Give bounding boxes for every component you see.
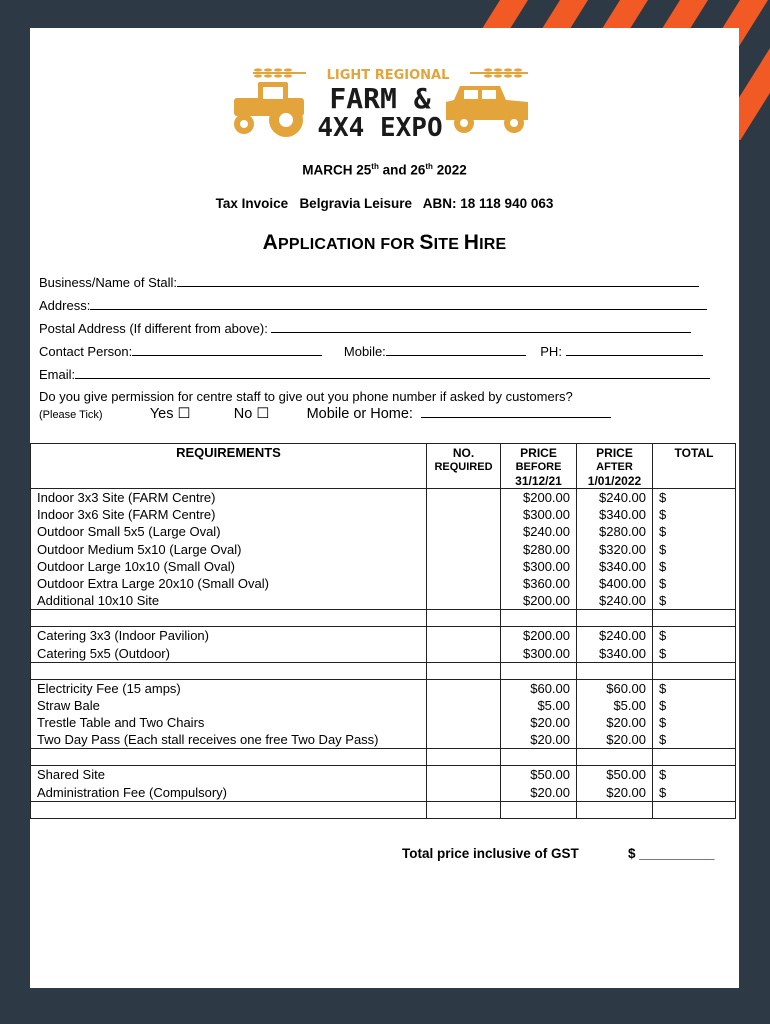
total-price-label: Total price inclusive of GST	[402, 846, 579, 861]
logo-line-2: FARM &	[329, 82, 431, 115]
requirements-table	[30, 443, 736, 819]
spacer-row	[31, 749, 736, 766]
spacer-row	[31, 662, 736, 679]
contact-row	[39, 343, 703, 359]
table-row-group-3: Electricity Fee (15 amps) Straw Bale Trestle Table and Two Chairs Two Day Pass (Each stall receives one free Two Day Pass) $60.00 $5.00 $20.00 $20.00 $60.00 $5.00 $20.00 $20.00 $ $ $ $	[31, 679, 736, 749]
col-price-after: PRICE AFTER 1/01/2022	[577, 444, 653, 489]
total-input[interactable]: $ $	[653, 766, 736, 801]
expo-logo	[228, 60, 558, 140]
no-required-input[interactable]	[427, 766, 501, 801]
mobile-or-home-field[interactable]: Mobile or Home:	[307, 406, 611, 422]
total-input[interactable]: $ $ $ $ $ $ $	[653, 489, 736, 610]
item-name: Catering 5x5 (Outdoor)	[37, 645, 170, 661]
item-name: Straw Bale	[37, 697, 100, 713]
event-dates: MARCH 25th and 26th 2022	[302, 162, 467, 178]
table-header	[31, 444, 736, 489]
item-name: Catering 3x3 (Indoor Pavilion)	[37, 628, 209, 644]
table-row-group-1: Indoor 3x3 Site (FARM Centre) Indoor 3x6 Site (FARM Centre) Outdoor Small 5x5 (Large Oval) Outdoor Medium 5x10 (Large Oval) Outdoor Large 10x10 (Small Oval) Outdoor Extra Large 20x10 (Small Oval) Additional 10x10 Site $200.00 $300.00 $240.00 $280.00 $300.00 $360.00 $200.00 $240.00 $340.00 $280.00 $320.00 $340.00 $400.00 $240.00 $ $ $ $ $ $ $	[31, 489, 736, 610]
ph-field[interactable]: PH:	[540, 344, 702, 359]
email-field[interactable]: Email:	[39, 366, 710, 382]
col-requirements: REQUIREMENTS	[31, 444, 427, 489]
logo-line-1: LIGHT REGIONAL	[326, 68, 450, 83]
no-checkbox: ☐	[256, 406, 270, 422]
col-no-required: NO. REQUIRED	[427, 444, 501, 489]
item-name: Outdoor Small 5x5 (Large Oval)	[37, 524, 221, 540]
business-name-field[interactable]: Business/Name of Stall:	[39, 274, 699, 290]
postal-address-field[interactable]: Postal Address (If different from above):	[39, 320, 691, 336]
no-required-input[interactable]	[427, 489, 501, 610]
item-name: Indoor 3x6 Site (FARM Centre)	[37, 507, 216, 523]
item-name: Administration Fee (Compulsory)	[37, 784, 228, 800]
spacer-row	[31, 610, 736, 627]
total-price-field[interactable]: $ __________	[628, 846, 715, 861]
item-name: Electricity Fee (15 amps)	[37, 680, 181, 696]
table-row-group-2: Catering 3x3 (Indoor Pavilion) Catering 5x5 (Outdoor) $200.00 $300.00 $240.00 $340.00 $ $	[31, 627, 736, 662]
no-required-input[interactable]	[427, 679, 501, 749]
yes-option[interactable]: Yes ☐	[149, 406, 191, 422]
table-row-group-4: Shared Site Administration Fee (Compulsory) $50.00 $20.00 $50.00 $20.00 $ $	[31, 766, 736, 801]
contact-person-field[interactable]: Contact Person:	[39, 344, 322, 359]
item-name: Outdoor Medium 5x10 (Large Oval)	[37, 541, 242, 557]
item-name: Trestle Table and Two Chairs	[37, 715, 205, 731]
yes-checkbox: ☐	[177, 406, 191, 422]
item-name: Outdoor Large 10x10 (Small Oval)	[37, 558, 235, 574]
no-required-input[interactable]	[427, 627, 501, 662]
form-page	[30, 28, 739, 988]
item-name: Additional 10x10 Site	[37, 593, 160, 609]
page-title: APPLICATION FOR SITE HIRE	[262, 231, 507, 254]
address-field[interactable]: Address:	[39, 297, 707, 313]
no-option[interactable]: No ☐	[233, 406, 270, 422]
col-price-before: PRICE BEFORE 31/12/21	[501, 444, 577, 489]
item-name: Shared Site	[37, 767, 105, 783]
spacer-row	[31, 801, 736, 818]
permission-question: Do you give permission for centre staff to give out you phone number if asked by customers?	[39, 389, 573, 404]
col-total: TOTAL	[653, 444, 736, 489]
item-name: Indoor 3x3 Site (FARM Centre)	[37, 490, 216, 505]
tax-invoice-line: Tax Invoice Belgravia Leisure ABN: 18 118 940 063	[215, 196, 554, 211]
total-input[interactable]: $ $	[653, 627, 736, 662]
logo-line-3: 4X4 EXPO	[317, 113, 443, 140]
mobile-field[interactable]: Mobile:	[344, 344, 526, 359]
item-name: Outdoor Extra Large 20x10 (Small Oval)	[37, 575, 269, 591]
total-input[interactable]: $ $ $ $	[653, 679, 736, 749]
item-name: Two Day Pass (Each stall receives one free Two Day Pass)	[37, 732, 379, 748]
permission-answer-row: (Please Tick) Yes ☐ No ☐ Mobile or Home:	[39, 405, 611, 422]
